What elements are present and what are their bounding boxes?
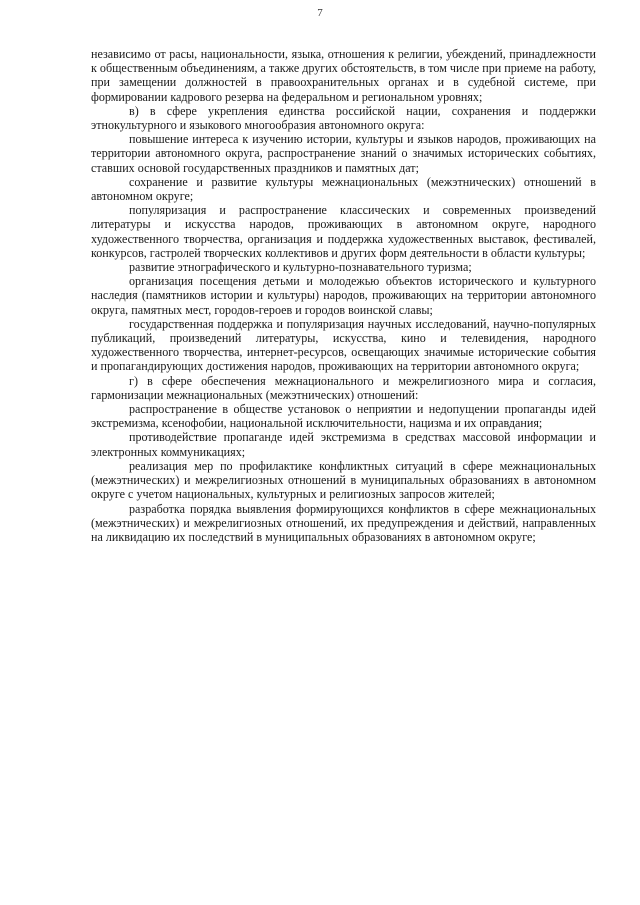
paragraph: государственная поддержка и популяризация научных исследований, научно-популярных публикаций, произведений литературы, искусства, кино и телевидения, народного художественного творчества, интернет-ресурсов, освещающих значимые исторические события и пропагандирующих достижения народов, проживающих на территории автономного округа; — [91, 316, 596, 374]
paragraph: распространение в обществе установок о неприятии и недопущении пропаганды идей экстремизма, ксенофобии, национальной исключительности, нацизма и их оправдания; — [91, 402, 596, 431]
paragraph: организация посещения детьми и молодежью объектов исторического и культурного наследия (памятников истории и культуры) народов, проживающих на территории автономного округа, памятных мест, городов-героев и городов воинской славы; — [91, 274, 596, 317]
page-number: 7 — [317, 7, 323, 19]
document-body — [91, 47, 596, 544]
paragraph: сохранение и развитие культуры межнациональных (межэтнических) отношений в автономном округе; — [91, 174, 596, 204]
paragraph: повышение интереса к изучению истории, культуры и языков народов, проживающих на территории автономного округа, распространение знаний о значимых исторических событиях, ставших основой государственных праздников и памятных дат; — [91, 132, 596, 175]
paragraph: развитие этнографического и культурно-познавательного туризма; — [129, 260, 472, 275]
paragraph-section-v: в) в сфере укрепления единства российской нации, сохранения и поддержки этнокультурного и языкового многообразия автономного округа: — [91, 103, 596, 133]
paragraph-continuation: независимо от расы, национальности, языка, отношения к религии, убеждений, принадлежности к общественным объединениям, а также других обстоятельств, в том числе при приеме на работу, при замещении должностей в правоохранительных органах и в судебной системе, при формировании кадрового резерва на федеральном и региональном уровнях; — [91, 47, 596, 104]
paragraph: реализация мер по профилактике конфликтных ситуаций в сфере межнациональных (межэтнических) и межрелигиозных отношений в муниципальных образованиях в автономном округе с учетом национальных, культурных и религиозных запросов жителей; — [91, 458, 596, 502]
paragraph: разработка порядка выявления формирующихся конфликтов в сфере межнациональных (межэтнических) и межрелигиозных отношений, их предупреждения и действий, направленных на ликвидацию их последствий в муниципальных образованиях в автономном округе; — [91, 501, 596, 544]
paragraph: противодействие пропаганде идей экстремизма в средствах массовой информации и электронных коммуникациях; — [91, 430, 596, 459]
paragraph: популяризация и распространение классических и современных произведений литературы и искусства народов, проживающих в автономном округе, народного художественного творчества, организация и поддержка художественных выставок, фестивалей, конкурсов, гастролей творческих коллективов и других форм деятельности в области культуры; — [91, 203, 596, 260]
paragraph-section-g: г) в сфере обеспечения межнационального и межрелигиозного мира и согласия, гармонизации межнациональных (межэтнических) отношений: — [91, 373, 596, 402]
